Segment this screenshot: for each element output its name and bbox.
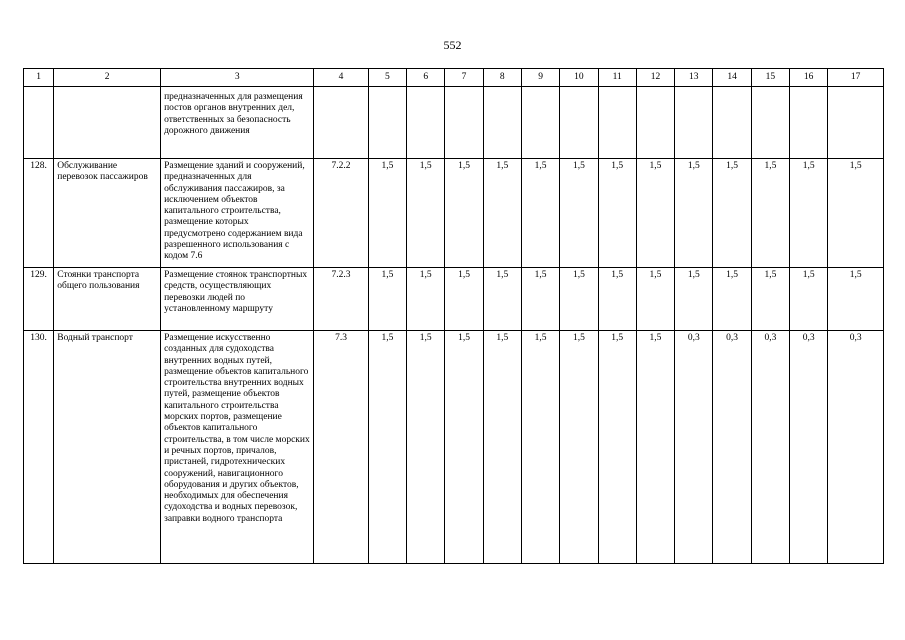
column-header: 7 (445, 69, 483, 87)
value-cell: 1,5 (368, 268, 406, 331)
value-cell: 0,3 (713, 331, 751, 564)
value-cell: 1,5 (483, 159, 521, 268)
land-use-code-cell (314, 87, 368, 159)
column-header: 17 (828, 69, 884, 87)
column-header: 15 (751, 69, 789, 87)
value-cell: 1,5 (483, 268, 521, 331)
value-cell: 1,5 (598, 331, 636, 564)
value-cell: 1,5 (636, 159, 674, 268)
land-use-name-cell: Водный транспорт (54, 331, 161, 564)
value-cell: 1,5 (368, 331, 406, 564)
value-cell: 1,5 (445, 331, 483, 564)
land-use-description-cell: предназначенных для размещения постов органов внутренних дел, ответственных за безопасность дорожного движения (161, 87, 314, 159)
column-header: 3 (161, 69, 314, 87)
column-header: 9 (521, 69, 559, 87)
value-cell: 1,5 (560, 331, 598, 564)
value-cell (521, 87, 559, 159)
value-cell (751, 87, 789, 159)
land-use-description-cell: Размещение зданий и сооружений, предназначенных для обслуживания пассажиров, за исключением объектов капитального строительства, размещение которых предусмотрено содержанием вида разрешенного использования с кодом 7.6 (161, 159, 314, 268)
value-cell (407, 87, 445, 159)
value-cell: 1,5 (636, 268, 674, 331)
row-number-cell: 128. (24, 159, 54, 268)
value-cell: 1,5 (713, 159, 751, 268)
value-cell: 1,5 (483, 331, 521, 564)
column-header: 10 (560, 69, 598, 87)
value-cell: 1,5 (828, 159, 884, 268)
land-use-code-cell: 7.2.3 (314, 268, 368, 331)
value-cell (713, 87, 751, 159)
value-cell: 1,5 (751, 268, 789, 331)
column-header: 4 (314, 69, 368, 87)
value-cell (828, 87, 884, 159)
value-cell: 1,5 (560, 268, 598, 331)
table-body (24, 87, 884, 564)
land-use-name-cell: Стоянки транспорта общего пользования (54, 268, 161, 331)
value-cell: 1,5 (598, 159, 636, 268)
value-cell: 1,5 (407, 331, 445, 564)
column-header: 6 (407, 69, 445, 87)
value-cell (598, 87, 636, 159)
value-cell: 1,5 (675, 159, 713, 268)
land-use-description-cell: Размещение искусственно созданных для судоходства внутренних водных путей, размещение объектов капитального строительства внутренних водных путей, размещение объектов капитального строительства морских портов, размещение объектов капитального строительства, в том числе морских и речных портов, причалов, пристаней, гидротехнических сооружений, навигационного оборудования и других объектов, необходимых для обеспечения судоходства и водных перевозок, заправки водного транспорта (161, 331, 314, 564)
value-cell: 1,5 (790, 268, 828, 331)
value-cell: 1,5 (407, 159, 445, 268)
table-row (24, 87, 884, 159)
row-number-cell: 129. (24, 268, 54, 331)
value-cell: 0,3 (675, 331, 713, 564)
value-cell: 1,5 (560, 159, 598, 268)
value-cell: 1,5 (636, 331, 674, 564)
value-cell (636, 87, 674, 159)
value-cell: 0,3 (828, 331, 884, 564)
value-cell: 1,5 (521, 268, 559, 331)
land-use-code-cell: 7.3 (314, 331, 368, 564)
value-cell: 1,5 (407, 268, 445, 331)
value-cell (483, 87, 521, 159)
table-row (24, 331, 884, 564)
value-cell (445, 87, 483, 159)
value-cell: 1,5 (445, 268, 483, 331)
table-row (24, 159, 884, 268)
value-cell (368, 87, 406, 159)
column-header: 16 (790, 69, 828, 87)
column-header: 13 (675, 69, 713, 87)
row-number-cell: 130. (24, 331, 54, 564)
value-cell: 1,5 (368, 159, 406, 268)
value-cell (560, 87, 598, 159)
row-number-cell (24, 87, 54, 159)
value-cell: 1,5 (751, 159, 789, 268)
land-use-description-cell: Размещение стоянок транспортных средств, осуществляющих перевозки людей по установленному маршруту (161, 268, 314, 331)
column-header: 11 (598, 69, 636, 87)
value-cell: 1,5 (675, 268, 713, 331)
land-use-code-cell: 7.2.2 (314, 159, 368, 268)
land-use-name-cell: Обслуживание перевозок пассажиров (54, 159, 161, 268)
column-header: 14 (713, 69, 751, 87)
land-use-name-cell (54, 87, 161, 159)
value-cell: 1,5 (521, 331, 559, 564)
value-cell: 1,5 (445, 159, 483, 268)
header-row (24, 69, 884, 87)
table-row (24, 268, 884, 331)
value-cell: 1,5 (598, 268, 636, 331)
value-cell: 1,5 (521, 159, 559, 268)
column-header: 12 (636, 69, 674, 87)
value-cell: 0,3 (751, 331, 789, 564)
page-number: 552 (443, 38, 462, 52)
regulations-table (23, 68, 884, 564)
value-cell (790, 87, 828, 159)
column-header: 2 (54, 69, 161, 87)
column-header: 8 (483, 69, 521, 87)
value-cell: 1,5 (790, 159, 828, 268)
column-header: 1 (24, 69, 54, 87)
value-cell: 1,5 (828, 268, 884, 331)
value-cell (675, 87, 713, 159)
column-header: 5 (368, 69, 406, 87)
value-cell: 0,3 (790, 331, 828, 564)
value-cell: 1,5 (713, 268, 751, 331)
